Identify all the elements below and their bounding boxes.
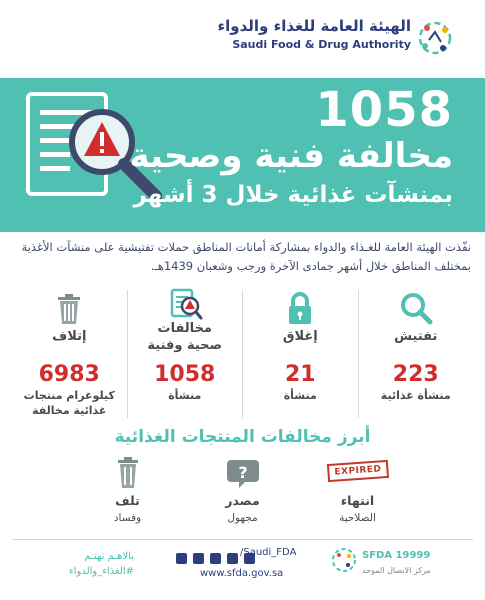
stat-unit: منشأة غذائية xyxy=(380,389,451,402)
stat-unit: منشأة xyxy=(168,389,202,402)
violation-sub: الصلاحية xyxy=(339,512,376,524)
hero-subheadline xyxy=(133,182,453,208)
stat-label: مخالفات صحية وفنية xyxy=(147,321,223,353)
violation-sub: مجهول xyxy=(227,512,258,524)
slogan-hashtag[interactable]: #الغذاء_والدواء xyxy=(69,566,134,577)
stat-unit: منشأة xyxy=(283,389,317,402)
footer-slogan xyxy=(24,549,134,579)
hero-subheadline-suffix: أشهر xyxy=(133,182,194,208)
violation-sub: وفساد xyxy=(113,512,142,524)
stat-label: تفتيش xyxy=(394,329,438,344)
question-mark-icon xyxy=(223,456,263,490)
sfda-hotline: SFDA 19999 xyxy=(362,550,431,561)
violation-expired xyxy=(300,456,415,536)
header xyxy=(0,0,485,78)
violation-label: انتهاء xyxy=(340,493,375,508)
snapchat-icon[interactable] xyxy=(210,553,221,564)
trash-icon xyxy=(108,456,148,490)
call-center-label: مركز الاتصال الموحد xyxy=(362,566,431,575)
website-link[interactable]: www.sfda.gov.sa xyxy=(200,568,284,579)
stat-violations xyxy=(128,290,244,418)
hero-months-count: 3 xyxy=(201,182,218,208)
org-name-english: Saudi Food & Drug Authority xyxy=(232,38,411,51)
hero-banner xyxy=(0,78,485,232)
sfda-call-logo-icon xyxy=(330,546,358,574)
top-violations-title: أبرز مخالفات المنتجات الغذائية xyxy=(114,427,371,447)
hero-subheadline-prefix: بمنشآت غذائية خلال xyxy=(225,182,453,208)
violation-spoilage xyxy=(70,456,185,536)
document-warning-icon xyxy=(166,286,204,324)
stat-value: 21 xyxy=(284,362,316,387)
youtube-icon[interactable] xyxy=(176,553,187,564)
hero-violation-count: 1058 xyxy=(315,82,453,138)
stat-value: 223 xyxy=(392,362,439,387)
slogan-line: بالاهـم نهتـم xyxy=(84,551,134,562)
intro-paragraph: نفّذت الهيئة العامة للغـذاء والدواء بمشاركة أمانات المناطق حملات تفتيشية على منشآت الأغذية بمختلف المناطق خلال أشهر جمادى الآخرة ورجب وشعبان 1439هـ. xyxy=(21,240,471,273)
twitter-icon[interactable] xyxy=(193,553,204,564)
stat-label: إتلاف xyxy=(52,329,87,344)
violation-label: تلف xyxy=(115,493,140,508)
padlock-icon xyxy=(281,290,319,328)
svg-text:?: ? xyxy=(237,463,248,482)
social-handle[interactable]: /Saudi_FDA xyxy=(240,547,297,558)
stat-destruction xyxy=(12,290,128,418)
top-violations xyxy=(70,456,415,536)
stat-closure xyxy=(243,290,359,418)
violation-label: مصدر xyxy=(225,493,260,508)
magnifier-icon xyxy=(397,290,435,328)
stats-grid xyxy=(12,290,473,418)
violation-unknown-source xyxy=(185,456,300,536)
sfda-logo-icon xyxy=(413,18,457,58)
stat-unit: كيلوغرام منتجات غذائية مخالفة xyxy=(23,389,115,417)
stat-value: 1058 xyxy=(154,362,216,387)
stat-inspection xyxy=(359,290,474,418)
hero-headline: مخالفة فنية وصحية xyxy=(129,136,453,176)
stat-value: 6983 xyxy=(38,362,100,387)
stat-label: إغلاق xyxy=(282,329,318,344)
footer-divider xyxy=(12,539,473,540)
org-name-arabic: الهيئة العامة للغذاء والدواء xyxy=(217,17,411,35)
instagram-icon[interactable] xyxy=(227,553,238,564)
trash-icon xyxy=(50,290,88,328)
expired-stamp-icon: EXPIRED xyxy=(326,460,388,482)
